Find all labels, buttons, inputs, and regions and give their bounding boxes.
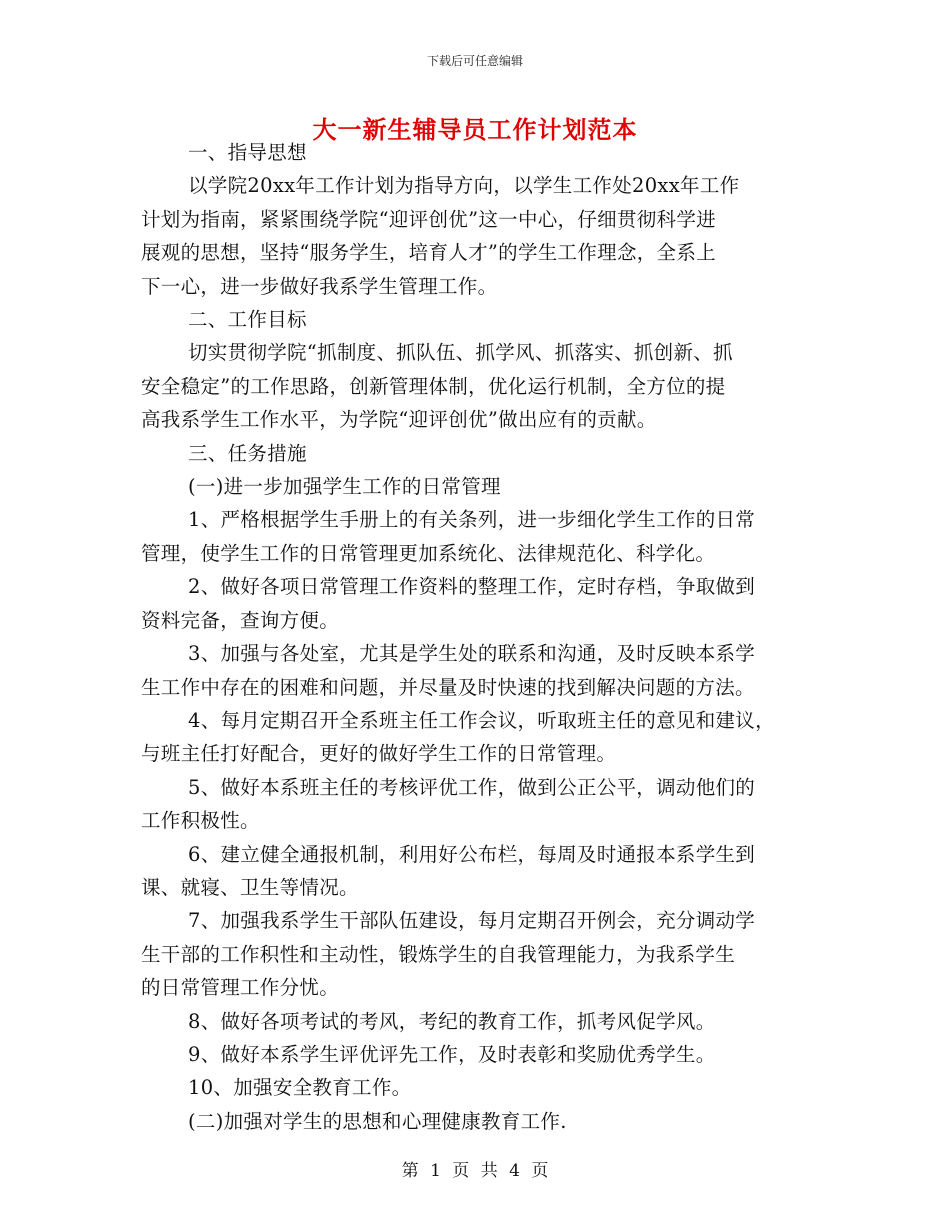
body-line: 一、指导思想 [188, 141, 307, 164]
body-line: 8、做好各项考试的考风，考纪的教育工作，抓考风促学风。 [188, 1009, 716, 1033]
body-line: (二)加强对学生的思想和心理健康教育工作. [188, 1109, 567, 1133]
body-line: 生工作中存在的困难和问题，并尽量及时快速的找到解决问题的方法。 [141, 675, 755, 699]
body-line: 7、加强我系学生干部队伍建设，每月定期召开例会，充分调动学 [188, 909, 756, 933]
body-line: 6、建立健全通报机制，利用好公布栏，每周及时通报本系学生到 [188, 842, 756, 866]
page-number-footer: 第 1 页 共 4 页 [401, 1161, 549, 1181]
body-line: 3、加强与各处室，尤其是学生处的联系和沟通，及时反映本系学 [188, 642, 756, 666]
body-line: 4、每月定期召开全系班主任工作会议，听取班主任的意见和建议， [188, 708, 775, 732]
body-line: 展观的思想，坚持“服务学生，培育人才”的学生工作理念，全系上 [141, 241, 716, 265]
body-line: 安全稳定”的工作思路，创新管理体制，优化运行机制，全方位的提 [141, 374, 726, 398]
body-line: 工作积极性。 [141, 809, 260, 833]
body-line: 与班主任打好配合，更好的做好学生工作的日常管理。 [141, 742, 617, 766]
body-line: 5、做好本系班主任的考核评优工作，做到公正公平，调动他们的 [188, 775, 756, 799]
body-line: (一)进一步加强学生工作的日常管理 [188, 475, 501, 499]
body-line: 切实贯彻学院“抓制度、抓队伍、抓学风、抓落实、抓创新、抓 [188, 341, 733, 365]
body-line: 高我系学生工作水平，为学院“迎评创优”做出应有的贡献。 [141, 408, 657, 432]
body-line: 10、加强安全教育工作。 [188, 1076, 412, 1100]
body-line: 资料完备，查询方便。 [141, 608, 340, 632]
body-line: 生干部的工作积性和主动性，锻炼学生的自我管理能力，为我系学生 [141, 942, 736, 966]
body-line: 计划为指南，紧紧围绕学院“迎评创优”这一中心，仔细贯彻科学进 [141, 207, 716, 231]
document-body [141, 136, 821, 1138]
body-line: 二、工作目标 [188, 308, 307, 332]
page-header-note: 下载后可任意编辑 [426, 54, 523, 68]
body-line: 课、就寝、卫生等情况。 [141, 875, 359, 899]
body-line: 下一心，进一步做好我系学生管理工作。 [141, 274, 498, 298]
body-line: 管理，使学生工作的日常管理更加系统化、法律规范化、科学化。 [141, 541, 716, 565]
body-line: 三、任务措施 [188, 441, 307, 465]
body-line: 1、严格根据学生手册上的有关条列，进一步细化学生工作的日常 [188, 508, 756, 532]
body-line: 9、做好本系学生评优评先工作，及时表彰和奖励优秀学生。 [188, 1042, 716, 1066]
body-line: 以学院20xx年工作计划为指导方向，以学生工作处20xx年工作 [188, 174, 740, 198]
body-line: 的日常管理工作分忧。 [141, 976, 340, 1000]
document-title: 大一新生辅导员工作计划范本 [312, 115, 638, 144]
body-line: 2、做好各项日常管理工作资料的整理工作，定时存档，争取做到 [188, 575, 756, 599]
